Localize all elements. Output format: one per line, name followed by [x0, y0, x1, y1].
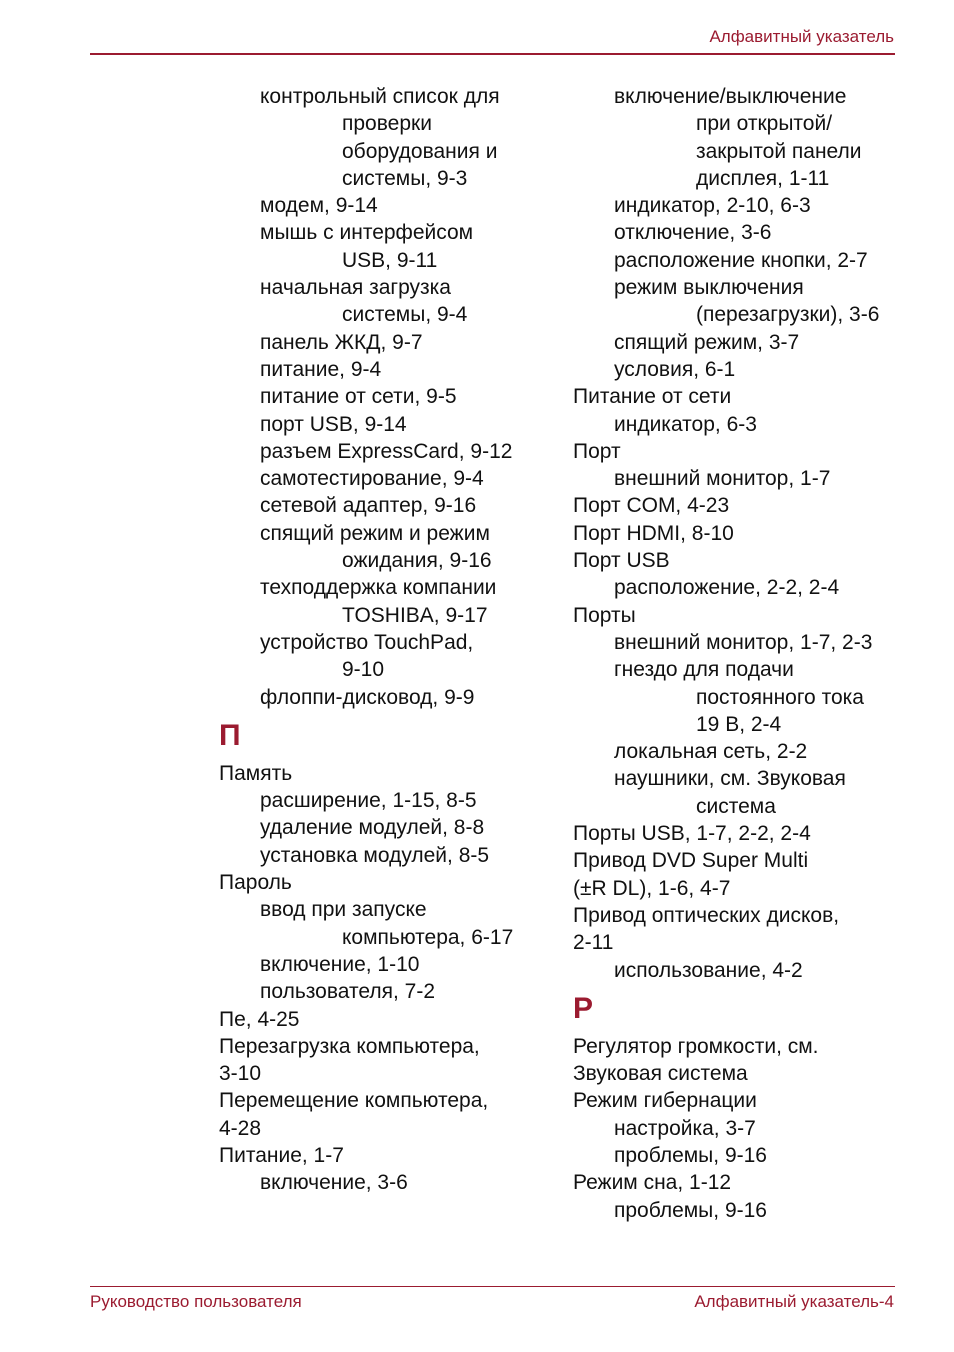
- index-entry: разъем ExpressCard, 9-12: [260, 439, 513, 463]
- index-entry: индикатор, 2-10, 6-3: [614, 194, 811, 218]
- index-entry: установка модулей, 8-5: [260, 843, 490, 867]
- index-entry: Перезагрузка компьютера,: [219, 1034, 480, 1058]
- index-entry: гнездо для подачи: [614, 658, 794, 682]
- index-entry: питание от сети, 9-5: [260, 385, 457, 409]
- index-entry: постоянного тока: [696, 685, 864, 709]
- index-entry: оборудования и: [342, 139, 498, 163]
- header-title: Алфавитный указатель: [709, 27, 894, 46]
- index-entry: (±R DL), 1-6, 4-7: [573, 876, 731, 900]
- index-entry: системы, 9-4: [342, 303, 468, 327]
- index-entry: Порт COM, 4-23: [573, 494, 730, 518]
- index-entry: включение, 1-10: [260, 952, 420, 976]
- index-entry: Память: [219, 761, 293, 785]
- index-entry: TOSHIBA, 9-17: [342, 603, 488, 627]
- index-entry: модем, 9-14: [260, 194, 378, 218]
- index-entry: расширение, 1-15, 8-5: [260, 789, 477, 813]
- index-entry: Порты USB, 1-7, 2-2, 2-4: [573, 822, 811, 846]
- index-entry: внешний монитор, 1-7, 2-3: [614, 630, 873, 654]
- index-entry: Порт USB: [573, 549, 670, 573]
- index-entry: Порт: [573, 439, 621, 463]
- index-column-left: [219, 83, 554, 1197]
- index-entry: 3-10: [219, 1062, 262, 1086]
- index-entry: 9-10: [342, 658, 385, 682]
- footer-page-number: Алфавитный указатель-4: [694, 1292, 894, 1311]
- index-entry: Питание от сети: [573, 385, 732, 409]
- index-entry: дисплея, 1-11: [696, 166, 830, 190]
- index-entry: панель ЖКД, 9-7: [260, 330, 423, 354]
- index-entry: Порт HDMI, 8-10: [573, 521, 734, 545]
- index-entry: 19 В, 2-4: [696, 712, 782, 736]
- index-entry: порт USB, 9-14: [260, 412, 407, 436]
- index-entry: (перезагрузки), 3-6: [696, 303, 880, 327]
- index-entry: режим выключения: [614, 276, 804, 300]
- footer-rule: [90, 1286, 895, 1287]
- index-entry: Пе, 4-25: [219, 1007, 300, 1031]
- index-entry: мышь с интерфейсом: [260, 221, 474, 245]
- index-entry: USB, 9-11: [342, 248, 438, 272]
- index-entry: ввод при запуске: [260, 898, 427, 922]
- index-entry: закрытой панели: [696, 139, 862, 163]
- index-entry: пользователя, 7-2: [260, 980, 436, 1004]
- index-entry: Питание, 1-7: [219, 1143, 344, 1167]
- index-entry: включение/выключение: [614, 85, 847, 108]
- index-entry: Режим гибернации: [573, 1089, 757, 1113]
- index-entry: настройка, 3-7: [614, 1116, 756, 1140]
- index-entry: Привод оптических дисков,: [573, 903, 840, 927]
- index-entry: Звуковая система: [573, 1062, 748, 1086]
- index-entry: питание, 9-4: [260, 357, 382, 381]
- index-entry: Пароль: [219, 871, 292, 895]
- header-rule: [90, 53, 895, 55]
- index-entry: системы, 9-3: [342, 166, 468, 190]
- index-entry: внешний монитор, 1-7: [614, 467, 831, 491]
- footer-manual-title: Руководство пользователя: [90, 1292, 302, 1311]
- index-entry: спящий режим, 3-7: [614, 330, 800, 354]
- index-entry: компьютера, 6-17: [342, 925, 514, 949]
- index-entry: индикатор, 6-3: [614, 412, 757, 436]
- index-entry: система: [696, 794, 776, 818]
- index-entry: ожидания, 9-16: [342, 549, 492, 573]
- index-entry: 4-28: [219, 1116, 262, 1140]
- index-letter-heading: Р: [573, 991, 594, 1025]
- index-column-right: [573, 83, 903, 1224]
- index-entry: спящий режим и режим: [260, 521, 490, 545]
- index-entry: условия, 6-1: [614, 357, 736, 381]
- index-entry: расположение, 2-2, 2-4: [614, 576, 840, 600]
- index-entry: проблемы, 9-16: [614, 1198, 767, 1222]
- index-entry: расположение кнопки, 2-7: [614, 248, 868, 272]
- index-entry: удаление модулей, 8-8: [260, 816, 485, 840]
- index-entry: устройство TouchPad,: [260, 630, 474, 654]
- index-entry: Перемещение компьютера,: [219, 1089, 489, 1113]
- index-entry: Привод DVD Super Multi: [573, 849, 809, 873]
- index-entry: локальная сеть, 2-2: [614, 740, 808, 764]
- index-entry: при открытой/: [696, 112, 833, 136]
- index-entry: начальная загрузка: [260, 276, 451, 300]
- index-entry: использование, 4-2: [614, 958, 803, 982]
- index-letter-heading: П: [219, 718, 241, 752]
- index-entry: отключение, 3-6: [614, 221, 772, 245]
- index-entry: 2-11: [573, 931, 614, 955]
- index-entry: проблемы, 9-16: [614, 1143, 767, 1167]
- index-entry: Порты: [573, 603, 636, 627]
- index-entry: включение, 3-6: [260, 1171, 408, 1195]
- index-entry: наушники, см. Звуковая: [614, 767, 846, 791]
- index-entry: проверки: [342, 112, 432, 136]
- index-entry: Регулятор громкости, см.: [573, 1034, 819, 1058]
- index-entry: Режим сна, 1-12: [573, 1171, 732, 1195]
- index-entry: техподдержка компании: [260, 576, 497, 600]
- index-entry: сетевой адаптер, 9-16: [260, 494, 477, 518]
- index-entry: самотестирование, 9-4: [260, 467, 484, 491]
- index-entry: контрольный список для: [260, 85, 500, 108]
- index-entry: флоппи-дисковод, 9-9: [260, 685, 475, 709]
